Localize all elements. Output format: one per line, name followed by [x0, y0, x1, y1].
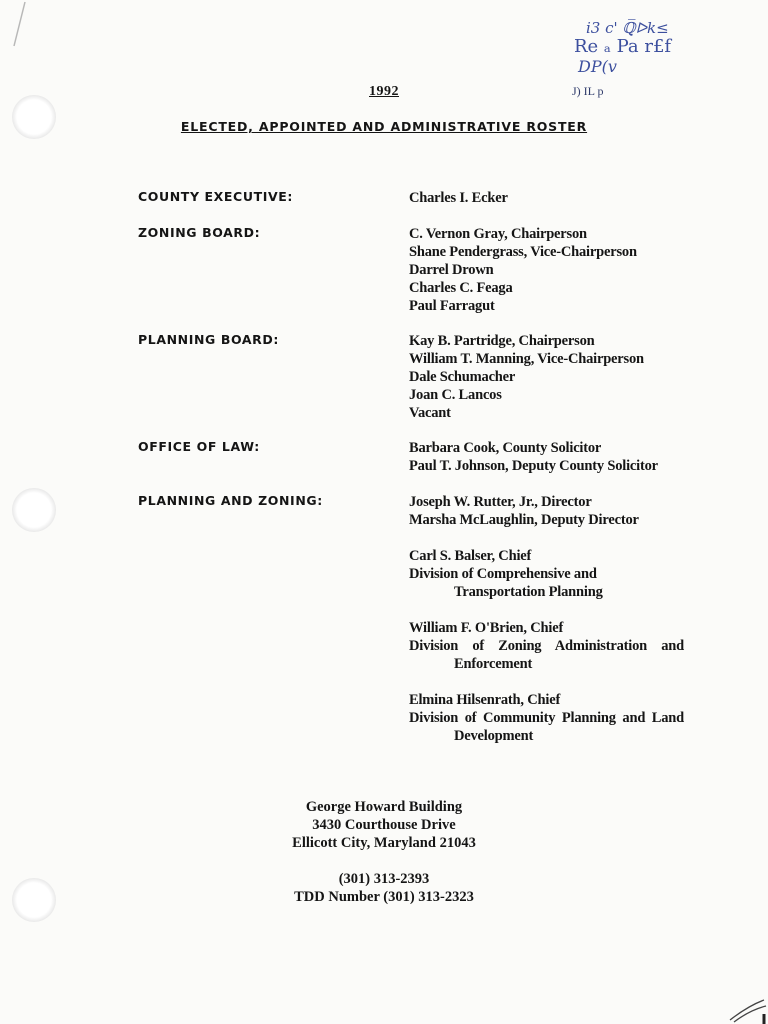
roster-line: Shane Pendergrass, Vice-Chairperson	[409, 244, 637, 260]
section-label: PLANNING BOARD:	[138, 332, 279, 347]
name-block	[409, 225, 684, 315]
roster-line: Kay B. Partridge, Chairperson	[409, 333, 595, 349]
margin-stamp: J) IL p	[572, 84, 604, 98]
section-names	[409, 493, 684, 763]
phone-number: (301) 313-2393	[338, 871, 430, 887]
roster-line: Charles C. Feaga	[409, 280, 513, 296]
punch-hole-middle	[12, 488, 56, 532]
roster-line: Division of Community Planning and Land	[409, 710, 684, 726]
document-title: ELECTED, APPOINTED AND ADMINISTRATIVE ROSTER	[180, 119, 588, 134]
handwritten-line-1: i3 c' ℚ̅ᐅk≤	[586, 19, 669, 37]
roster-line: Dale Schumacher	[409, 369, 516, 385]
scan-streak	[10, 0, 30, 50]
section-label: OFFICE OF LAW:	[138, 439, 260, 454]
section-label: PLANNING AND ZONING:	[138, 493, 323, 508]
name-block	[409, 439, 684, 475]
section-names	[409, 225, 684, 333]
name-block	[409, 619, 684, 673]
roster-line: C. Vernon Gray, Chairperson	[409, 226, 587, 242]
document-year: 1992	[369, 84, 399, 99]
roster-line: Division of Comprehensive and	[409, 566, 597, 582]
section-label: ZONING BOARD:	[138, 225, 261, 240]
roster-line: William T. Manning, Vice-Chairperson	[409, 351, 644, 367]
name-block	[409, 691, 684, 745]
roster-line: Elmina Hilsenrath, Chief	[409, 692, 561, 708]
section-label: COUNTY EXECUTIVE:	[138, 189, 293, 204]
name-block	[409, 493, 684, 529]
handwritten-line-3: DP(v	[578, 56, 617, 76]
section-names	[409, 332, 684, 440]
roster-line: Transportation Planning	[454, 584, 603, 600]
roster-line: Carl S. Balser, Chief	[409, 548, 532, 564]
roster-line: Paul Farragut	[409, 298, 495, 314]
roster-line: Darrel Drown	[409, 262, 494, 278]
roster-line: Barbara Cook, County Solicitor	[409, 440, 602, 456]
roster-line: Joan C. Lancos	[409, 387, 502, 403]
roster-line: Marsha McLaughlin, Deputy Director	[409, 512, 639, 528]
roster-line: William F. O'Brien, Chief	[409, 620, 564, 636]
name-block	[409, 332, 684, 422]
name-block	[409, 547, 684, 601]
handwritten-line-2: Re ₐ Pa r£f	[574, 36, 672, 58]
section-names	[409, 189, 684, 225]
roster-line: Enforcement	[454, 656, 533, 672]
city-address: Ellicott City, Maryland 21043	[292, 835, 476, 851]
tdd-number: TDD Number (301) 313-2323	[294, 889, 474, 905]
section-names	[409, 439, 684, 493]
roster-line: Charles I. Ecker	[409, 190, 508, 206]
roster-line: Development	[454, 728, 534, 744]
roster-line: Paul T. Johnson, Deputy County Solicitor	[409, 458, 658, 474]
roster-line: Vacant	[409, 405, 451, 421]
corner-curl	[724, 996, 768, 1024]
roster-line: Joseph W. Rutter, Jr., Director	[409, 494, 592, 510]
name-block	[409, 189, 684, 207]
address-footer	[0, 798, 768, 906]
handwritten-notes	[574, 20, 671, 76]
street-address: 3430 Courthouse Drive	[312, 817, 456, 833]
roster-line: Division of Zoning Administration and	[409, 638, 684, 654]
footer-spacer	[0, 852, 768, 870]
building-name: George Howard Building	[305, 799, 463, 815]
